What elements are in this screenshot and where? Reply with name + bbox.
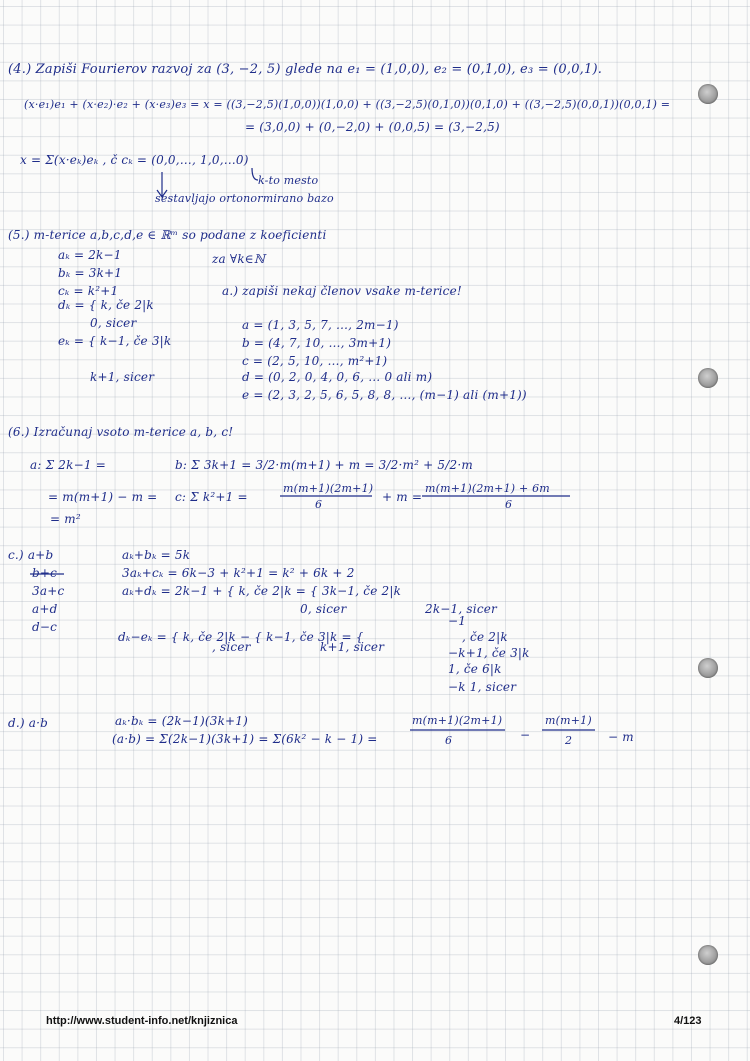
handwritten-line: sestavljajo ortonormirano bazo — [155, 192, 334, 205]
handwritten-line: dₖ−eₖ = { k, če 2|k − { k−1, če 3|k = { — [118, 630, 364, 644]
handwritten-line: = m² — [50, 512, 81, 526]
handwritten-line: cₖ = k²+1 — [58, 284, 119, 298]
handwritten-line: a.) zapiši nekaj členov vsake m-terice! — [222, 284, 462, 298]
handwritten-line: d = (0, 2, 0, 4, 0, 6, … 0 ali m) — [242, 370, 433, 384]
handwritten-line: a = (1, 3, 5, 7, …, 2m−1) — [242, 318, 399, 332]
footer-url[interactable]: http://www.student-info.net/knjiznica — [46, 1015, 238, 1027]
handwritten-line: bₖ = 3k+1 — [58, 266, 123, 280]
handwritten-line: m(m+1)(2m+1) — [412, 714, 503, 727]
handwritten-line: aₖ+dₖ = 2k−1 + { k, če 2|k = { 3k−1, če 2|k — [122, 584, 402, 598]
handwritten-line: 3aₖ+cₖ = 6k−3 + k²+1 = k² + 6k + 2 — [122, 566, 355, 580]
handwritten-line: 2 — [565, 734, 573, 747]
handwritten-line: b = (4, 7, 10, …, 3m+1) — [242, 336, 392, 350]
handwritten-line: aₖ = 2k−1 — [58, 248, 122, 262]
handwritten-line: 6 — [445, 734, 453, 747]
handwritten-line: aₖ+bₖ = 5k — [122, 548, 191, 562]
handwritten-line: m(m+1)(2m+1) — [283, 482, 374, 495]
handwritten-line: −k+1, če 3|k — [448, 646, 530, 660]
handwritten-line: (5.) m-terice a,b,c,d,e ∈ ℝᵐ so podane z koeficienti — [8, 228, 327, 242]
handwritten-line: e = (2, 3, 2, 5, 6, 5, 8, 8, …, (m−1) ali (m+1)) — [242, 388, 527, 402]
handwritten-line: −k 1, sicer — [448, 680, 517, 694]
handwritten-line: za ∀k∈ℕ — [212, 252, 266, 266]
handwritten-line: (6.) Izračunaj vsoto m-terice a, b, c! — [8, 425, 234, 439]
handwritten-line: , če 2|k — [462, 630, 508, 644]
handwritten-line: (4.) Zapiši Fourierov razvoj za (3, −2, 5) glede na e₁ = (1,0,0), e₂ = (0,1,0), e₃ = (0,0,1). — [8, 62, 603, 77]
handwritten-line: 2k−1, sicer — [425, 602, 497, 616]
handwritten-line: = m(m+1) − m = — [48, 490, 158, 504]
handwritten-line: m(m+1) — [545, 714, 592, 727]
handwritten-line: 6 — [505, 498, 513, 511]
handwritten-line: − — [520, 728, 531, 742]
handwritten-line: −1 — [448, 614, 467, 628]
handwritten-line: dₖ = { k, če 2|k — [58, 298, 154, 312]
handwritten-line: eₖ = { k−1, če 3|k — [58, 334, 172, 348]
handwritten-line: a+d — [32, 602, 58, 616]
handwritten-line: aₖ·bₖ = (2k−1)(3k+1) — [115, 714, 249, 728]
handwritten-line: 3a+c — [32, 584, 65, 598]
handwritten-line: k+1, sicer — [320, 640, 385, 654]
handwritten-line: 0, sicer — [300, 602, 347, 616]
handwritten-line: c = (2, 5, 10, …, m²+1) — [242, 354, 388, 368]
footer-page-number: 4/123 — [674, 1015, 702, 1027]
handwritten-line: c: Σ k²+1 = — [175, 490, 248, 504]
handwritten-line: , sicer — [212, 640, 251, 654]
handwritten-line: m(m+1)(2m+1) + 6m — [425, 482, 550, 495]
handwritten-line: x = Σ(x·eₖ)eₖ , č cₖ = (0,0,…, 1,0,…0) — [20, 153, 249, 167]
handwritten-line: a: Σ 2k−1 = — [30, 458, 106, 472]
handwritten-line: (a·b) = Σ(2k−1)(3k+1) = Σ(6k² − k − 1) = — [112, 732, 378, 746]
handwritten-line: = (3,0,0) + (0,−2,0) + (0,0,5) = (3,−2,5) — [245, 120, 500, 134]
handwritten-line: 1, če 6|k — [448, 662, 502, 676]
handwritten-line: d.) a·b — [8, 716, 49, 730]
handwritten-line: b: Σ 3k+1 = 3/2·m(m+1) + m = 3/2·m² + 5/2·m — [175, 458, 473, 472]
handwritten-line: 6 — [315, 498, 323, 511]
handwritten-line: k+1, sicer — [90, 370, 155, 384]
handwritten-line: + m = — [382, 490, 423, 504]
handwritten-line: c.) a+b — [8, 548, 54, 562]
handwritten-line: 0, sicer — [90, 316, 137, 330]
handwritten-line: − m — [608, 730, 634, 744]
handwritten-line: d−c — [32, 620, 58, 634]
handwritten-line: (x·e₁)e₁ + (x·e₂)·e₂ + (x·e₃)e₃ = x = ((3,−2,5)(1,0,0))(1,0,0) + ((3,−2,5)(0,1,0))(0,1,0) + ((3,−2,5)(0,0,1))(0,0,1) = — [24, 98, 671, 111]
handwritten-line: k-to mesto — [258, 174, 319, 187]
handwritten-line: b+c — [32, 566, 58, 580]
